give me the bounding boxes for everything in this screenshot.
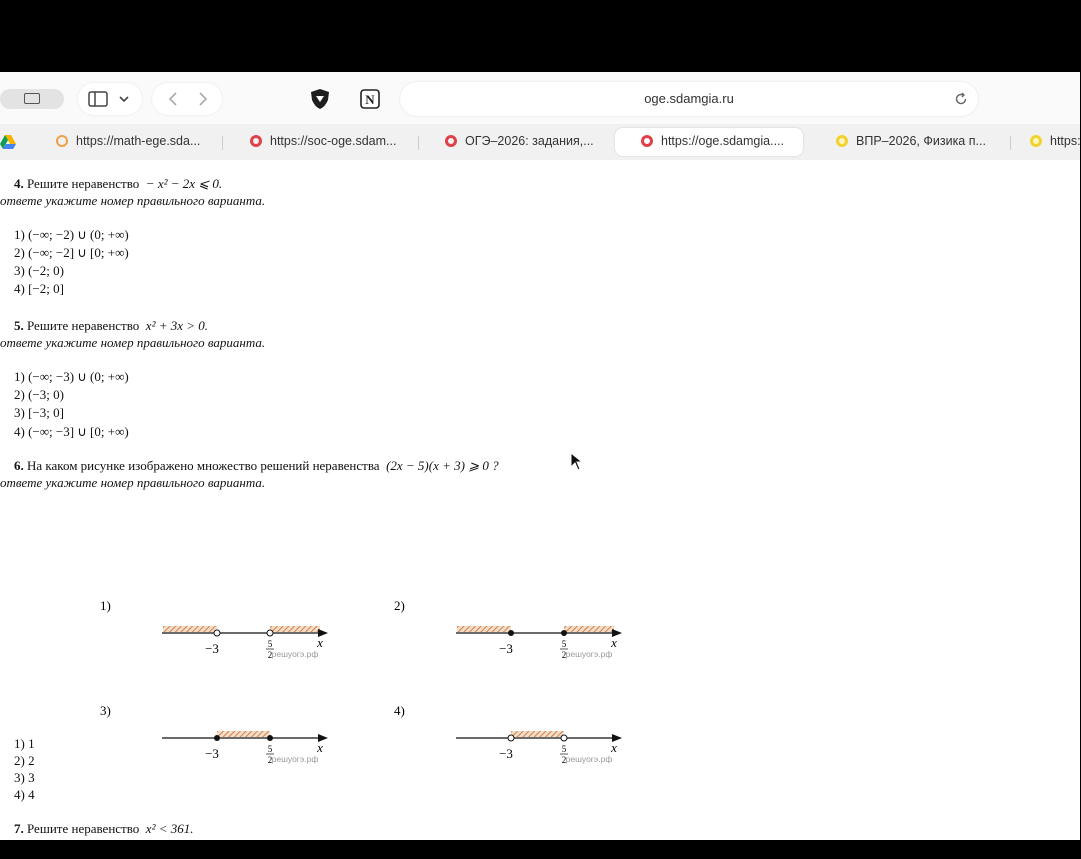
axis-label: x bbox=[317, 635, 323, 650]
tab-bar bbox=[0, 124, 1080, 160]
shaded-region bbox=[217, 731, 270, 737]
axis-label: x bbox=[611, 740, 617, 755]
tab-6[interactable]: https: bbox=[1020, 128, 1080, 156]
open-point bbox=[214, 630, 220, 636]
q4-option-4: 4) [−2; 0] bbox=[14, 281, 64, 296]
figure-label: 2) bbox=[394, 598, 405, 613]
q5-option-2: 2) (−3; 0) bbox=[14, 387, 64, 402]
tick-label-denominator: 2 bbox=[267, 755, 273, 765]
tab-favicon-icon bbox=[445, 135, 457, 147]
watermark: решуогэ.рф bbox=[271, 649, 319, 659]
tick-label-denominator: 2 bbox=[561, 755, 567, 765]
q6-option-4: 4) 4 bbox=[14, 787, 35, 802]
address-bar[interactable] bbox=[400, 82, 978, 116]
question-4: 4. Решите неравенство − x² − 2x ⩽ 0. bbox=[14, 176, 223, 191]
closed-point bbox=[267, 735, 273, 741]
q6-option-1: 1) 1 bbox=[14, 736, 35, 751]
sidebar-icon bbox=[88, 91, 132, 107]
tick-label-denominator: 2 bbox=[267, 650, 273, 660]
q6-option-2: 2) 2 bbox=[14, 753, 35, 768]
q4-option-1: 1) (−∞; −2) ∪ (0; +∞) bbox=[14, 227, 129, 242]
tab-favicon-icon bbox=[641, 135, 653, 147]
figure-label: 1) bbox=[100, 598, 111, 613]
back-forward-icons bbox=[164, 91, 212, 107]
tick-label: −3 bbox=[205, 746, 219, 761]
question-7: 7. Решите неравенство x² < 361. bbox=[14, 821, 194, 836]
q4-option-2: 2) (−∞; −2] ∪ [0; +∞) bbox=[14, 245, 129, 260]
q5-option-1: 1) (−∞; −3) ∪ (0; +∞) bbox=[14, 369, 129, 384]
watermark: решуогэ.рф bbox=[565, 649, 613, 659]
tab-3[interactable]: ОГЭ–2026: задания,... bbox=[435, 128, 605, 156]
instruction-text: ответе укажите номер правильного варианта. bbox=[0, 335, 266, 350]
tab-favicon-icon bbox=[56, 135, 68, 147]
shaded-region bbox=[457, 626, 511, 632]
open-point bbox=[267, 630, 273, 636]
browser-toolbar bbox=[0, 72, 1080, 124]
figure-1 bbox=[100, 598, 328, 660]
url-text: oge.sdamgia.ru bbox=[644, 91, 734, 106]
tick-label: −3 bbox=[499, 746, 513, 761]
figure-label: 4) bbox=[394, 703, 405, 718]
closed-point bbox=[561, 630, 567, 636]
tab-favicon-icon bbox=[836, 135, 848, 147]
q6-option-3: 3) 3 bbox=[14, 770, 35, 785]
tab-overview-button[interactable] bbox=[0, 89, 64, 109]
page-content bbox=[0, 160, 1080, 840]
browser-window bbox=[0, 72, 1080, 840]
svg-text:N: N bbox=[365, 92, 375, 107]
tab-overview-icon bbox=[24, 93, 40, 104]
tick-label-numerator: 5 bbox=[561, 744, 567, 754]
question-5: 5. Решите неравенство x² + 3x > 0. bbox=[14, 318, 209, 333]
watermark: решуогэ.рф bbox=[565, 754, 613, 764]
q5-option-3: 3) [−3; 0] bbox=[14, 405, 64, 420]
tick-label-denominator: 2 bbox=[561, 650, 567, 660]
tab-4-active[interactable]: https://oge.sdamgia.... bbox=[615, 128, 803, 156]
navigation-buttons bbox=[152, 83, 222, 115]
tick-label-numerator: 5 bbox=[267, 639, 273, 649]
closed-point bbox=[508, 630, 514, 636]
instruction-text: ответе укажите номер правильного варианта. bbox=[0, 193, 266, 208]
shaded-region bbox=[163, 626, 217, 632]
question-6: 6. На каком рисунке изображено множество решений неравенства (2x − 5)(x + 3) ⩾ 0 ? bbox=[14, 458, 499, 473]
tab-1[interactable]: https://math-ege.sda... bbox=[46, 128, 216, 156]
figure-3 bbox=[100, 703, 328, 765]
instruction-text: ответе укажите номер правильного варианта. bbox=[0, 475, 266, 490]
watermark: решуогэ.рф bbox=[271, 754, 319, 764]
axis-label: x bbox=[317, 740, 323, 755]
figure-label: 3) bbox=[100, 703, 111, 718]
sidebar-toggle-button[interactable] bbox=[78, 83, 142, 115]
google-drive-icon[interactable] bbox=[0, 134, 16, 150]
tab-5[interactable]: ВПР–2026, Физика п... bbox=[826, 128, 1006, 156]
reload-icon[interactable] bbox=[954, 92, 968, 106]
shaded-region bbox=[564, 626, 614, 632]
q5-option-4: 4) (−∞; −3] ∪ [0; +∞) bbox=[14, 424, 129, 439]
open-point bbox=[561, 735, 567, 741]
tab-favicon-icon bbox=[250, 135, 262, 147]
figure-4 bbox=[394, 703, 622, 765]
shaded-region bbox=[270, 626, 320, 632]
tab-2[interactable]: https://soc-oge.sdam... bbox=[240, 128, 410, 156]
notion-extension-icon[interactable] bbox=[360, 89, 380, 109]
figure-2 bbox=[394, 598, 622, 660]
shield-extension-icon[interactable] bbox=[309, 88, 331, 110]
mouse-cursor-icon bbox=[570, 452, 584, 472]
tick-label-numerator: 5 bbox=[561, 639, 567, 649]
open-point bbox=[508, 735, 514, 741]
tick-label: −3 bbox=[499, 641, 513, 656]
tab-favicon-icon bbox=[1030, 135, 1042, 147]
axis-label: x bbox=[611, 635, 617, 650]
q4-option-3: 3) (−2; 0) bbox=[14, 263, 64, 278]
tick-label-numerator: 5 bbox=[267, 744, 273, 754]
closed-point bbox=[214, 735, 220, 741]
tick-label: −3 bbox=[205, 641, 219, 656]
shaded-region bbox=[511, 731, 564, 737]
